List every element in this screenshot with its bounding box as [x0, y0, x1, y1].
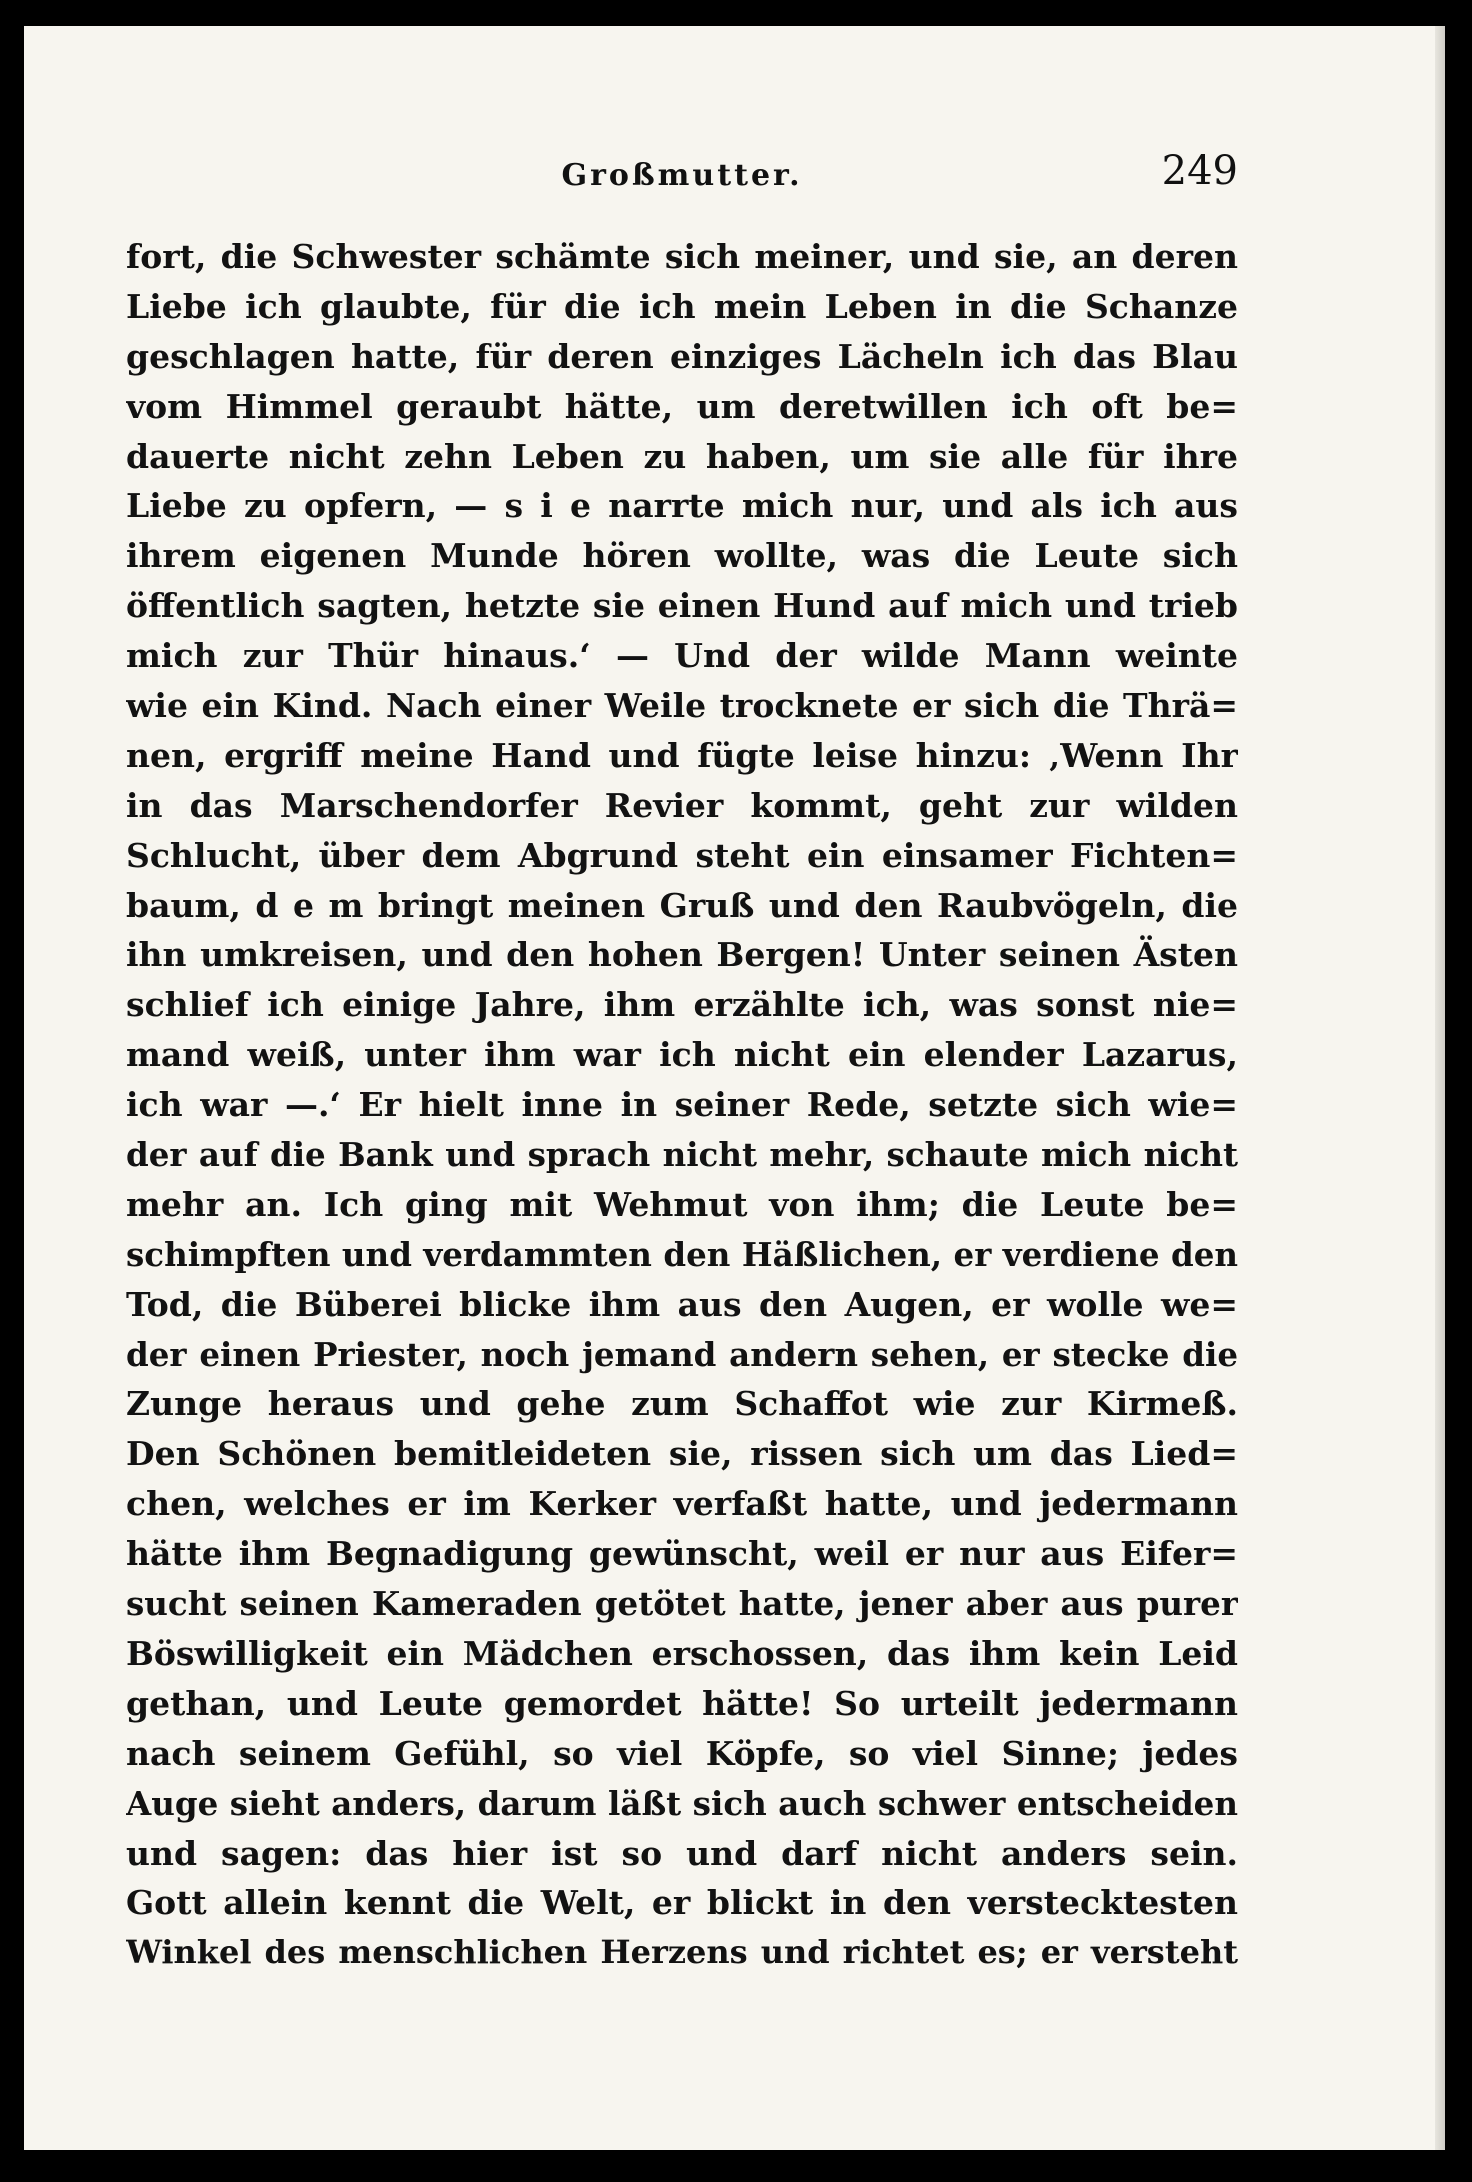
text-line: Auge sieht anders, darum läßt sich auch schwer entscheiden — [126, 1783, 1238, 1823]
text-line: Den Schönen bemitleideten sie, rissen sich um das Lied= — [126, 1434, 1238, 1474]
text-line: schimpften und verdammten den Häßlichen, er verdiene den — [126, 1234, 1238, 1274]
text-line: mich zur Thür hinaus.‘ — Und der wilde Mann weinte — [126, 636, 1238, 676]
text-line: schlief ich einige Jahre, ihm erzählte ich, was sonst nie= — [126, 985, 1238, 1025]
text-line: nach seinem Gefühl, so viel Köpfe, so viel Sinne; jedes — [126, 1733, 1238, 1773]
text-line: ihn umkreisen, und den hohen Bergen! Unter seinen Ästen — [126, 935, 1238, 975]
text-line: mehr an. Ich ging mit Wehmut von ihm; die Leute be= — [126, 1184, 1238, 1224]
body-text — [126, 232, 1238, 1978]
text-line: öffentlich sagten, hetzte sie einen Hund auf mich und trieb — [126, 586, 1238, 626]
text-line: ich war —.‘ Er hielt inne in seiner Rede, setzte sich wie= — [126, 1085, 1238, 1125]
text-line: Gott allein kennt die Welt, er blickt in den verstecktesten — [126, 1883, 1238, 1923]
text-line: hätte ihm Begnadigung gewünscht, weil er nur aus Eifer= — [126, 1534, 1238, 1574]
text-line: geschlagen hatte, für deren einziges Lächeln ich das Blau — [126, 336, 1238, 376]
page-edge-shadow — [1435, 26, 1445, 2150]
text-line: Tod, die Büberei blicke ihm aus den Augen, er wolle we= — [126, 1284, 1238, 1324]
text-line: sucht seinen Kameraden getötet hatte, jener aber aus purer — [126, 1584, 1238, 1624]
text-line: Böswilligkeit ein Mädchen erschossen, das ihm kein Leid — [126, 1633, 1238, 1673]
text-line: Zunge heraus und gehe zum Schaffot wie zur Kirmeß. — [126, 1384, 1238, 1424]
text-line: der einen Priester, noch jemand andern sehen, er stecke die — [126, 1334, 1238, 1374]
text-line: und sagen: das hier ist so und darf nicht anders sein. — [126, 1833, 1238, 1873]
text-line: wie ein Kind. Nach einer Weile trocknete er sich die Thrä= — [126, 686, 1238, 726]
running-title: Großmutter. — [561, 158, 803, 193]
text-line: mand weiß, unter ihm war ich nicht ein elender Lazarus, — [126, 1035, 1238, 1075]
text-line: Liebe zu opfern, — s i e narrte mich nur, und als ich aus — [126, 486, 1238, 526]
text-line: dauerte nicht zehn Leben zu haben, um sie alle für ihre — [126, 436, 1238, 476]
text-line: Liebe ich glaubte, für die ich mein Leben in die Schanze — [126, 286, 1238, 326]
text-line: in das Marschendorfer Revier kommt, geht zur wilden — [126, 785, 1238, 825]
text-line: gethan, und Leute gemordet hätte! So urteilt jedermann — [126, 1683, 1238, 1723]
binding-mark — [0, 648, 14, 688]
page-number: 249 — [1161, 148, 1238, 194]
page-header — [126, 148, 1238, 204]
text-line: der auf die Bank und sprach nicht mehr, schaute mich nicht — [126, 1135, 1238, 1175]
text-line: nen, ergriff meine Hand und fügte leise hinzu: ‚Wenn Ihr — [126, 735, 1238, 775]
text-line: Winkel des menschlichen Herzens und richtet es; er versteht — [126, 1933, 1238, 1972]
text-line: Schlucht, über dem Abgrund steht ein einsamer Fichten= — [126, 835, 1238, 875]
text-line: chen, welches er im Kerker verfaßt hatte, und jedermann — [126, 1484, 1238, 1524]
text-line: baum, d e m bringt meinen Gruß und den Raubvögeln, die — [126, 885, 1238, 925]
text-line: fort, die Schwester schämte sich meiner, und sie, an deren — [126, 237, 1238, 276]
text-line: ihrem eigenen Munde hören wollte, was die Leute sich — [126, 536, 1238, 576]
text-line: vom Himmel geraubt hätte, um deretwillen ich oft be= — [126, 386, 1238, 426]
